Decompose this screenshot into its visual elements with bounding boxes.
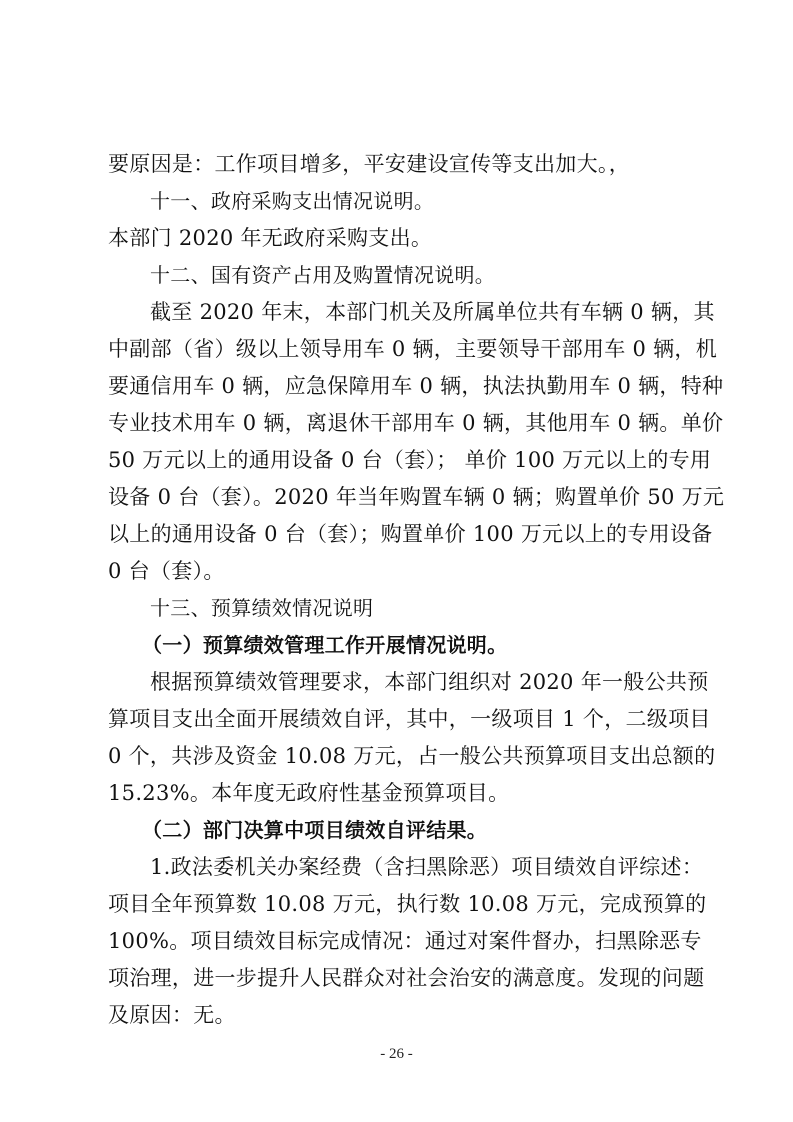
page-number: - 26 -	[380, 1046, 413, 1062]
text-line: 及原因：无。	[108, 1003, 236, 1027]
section-heading-assets: 十二、国有资产占用及购置情况说明。	[150, 263, 496, 287]
text-line: 截至 2020 年末，本部门机关及所属单位共有车辆 0 辆，其	[150, 300, 715, 324]
text-line: 1.政法委机关办案经费（含扫黑除恶）项目绩效自评综述：	[150, 855, 704, 879]
text-line: 设备 0 台（套）。2020 年当年购置车辆 0 辆；购置单价 50 万元	[108, 485, 725, 509]
text-line: 要原因是：工作项目增多，平安建设宣传等支出加大。，	[108, 152, 630, 176]
section-heading-procurement: 十一、政府采购支出情况说明。	[150, 189, 435, 213]
text-line: 中副部（省）级以上领导用车 0 辆，主要领导干部用车 0 辆，机	[108, 337, 718, 361]
text-line: 0 个，共涉及资金 10.08 万元，占一般公共预算项目支出总额的	[108, 744, 716, 768]
text-line: 15.23%。本年度无政府性基金预算项目。	[108, 781, 510, 805]
text-line: 以上的通用设备 0 台（套）；购置单价 100 万元以上的专用设备	[108, 522, 713, 546]
section-heading-performance: 十三、预算绩效情况说明	[150, 596, 374, 620]
text-line: 专业技术用车 0 辆，离退休干部用车 0 辆，其他用车 0 辆。单价	[108, 411, 724, 435]
text-line: 根据预算绩效管理要求，本部门组织对 2020 年一般公共预	[150, 670, 709, 694]
text-line: 要通信用车 0 辆，应急保障用车 0 辆，执法执勤用车 0 辆，特种	[108, 374, 724, 398]
text-line: 算项目支出全面开展绩效自评，其中，一级项目 1 个，二级项目	[108, 707, 711, 731]
text-line: 50 万元以上的通用设备 0 台（套）； 单价 100 万元以上的专用	[108, 448, 712, 472]
text-line: 100%。项目绩效目标完成情况：通过对案件督办，扫黑除恶专	[108, 929, 702, 953]
text-line: 0 台（套）。	[108, 559, 225, 583]
text-line: 项治理，进一步提升人民群众对社会治安的满意度。发现的问题	[108, 966, 705, 990]
subheading-performance-management: （一）预算绩效管理工作开展情况说明。	[142, 633, 508, 657]
text-line: 项目全年预算数 10.08 万元，执行数 10.08 万元，完成预算的	[108, 892, 707, 916]
text-line: 本部门 2020 年无政府采购支出。	[108, 226, 433, 250]
subheading-self-evaluation: （二）部门决算中项目绩效自评结果。	[142, 818, 488, 842]
